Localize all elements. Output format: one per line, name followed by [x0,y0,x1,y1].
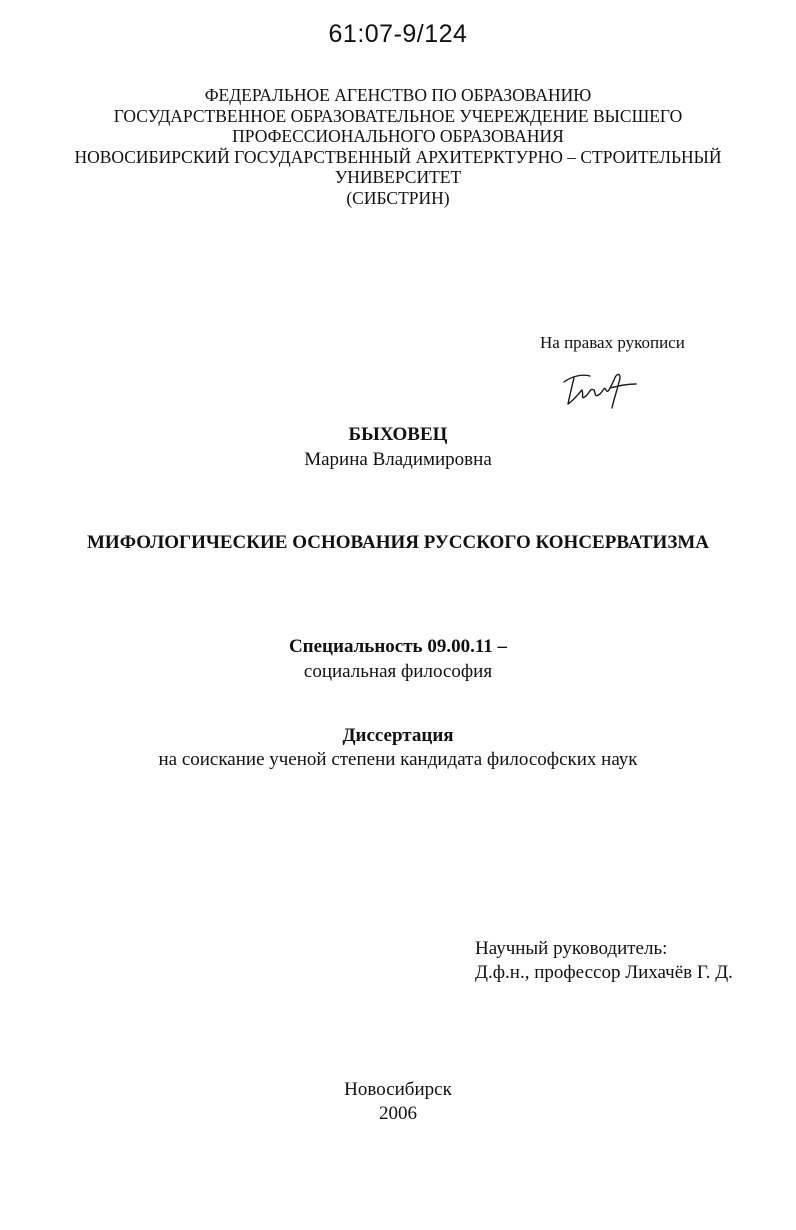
author-surname: БЫХОВЕЦ [348,424,448,445]
institution-line-3: ПРОФЕССИОНАЛЬНОГО ОБРАЗОВАНИЯ [232,126,564,146]
work-type: Диссертация [342,725,454,746]
registry-code: 61:07-9/124 [328,20,468,48]
year: 2006 [379,1103,417,1124]
specialty-label: Специальность 09.00.11 – [288,636,508,657]
institution-line-4: НОВОСИБИРСКИЙ ГОСУДАРСТВЕННЫЙ АРХИТЕРКТУРНО – СТРОИТЕЛЬНЫЙ [74,146,722,167]
institution-line-2: ГОСУДАРСТВЕННОЕ ОБРАЗОВАТЕЛЬНОЕ УЧЕРЕЖДЕНИЕ ВЫСШЕГО [113,105,683,126]
signature-image [560,368,640,410]
institution-line-5: УНИВЕРСИТЕТ [334,167,462,187]
specialty-name: социальная философия [303,661,493,682]
supervisor-label: Научный руководитель: [475,938,668,959]
degree-line: на соискание ученой степени кандидата философских наук [158,749,638,770]
institution-line-1: ФЕДЕРАЛЬНОЕ АГЕНСТВО ПО ОБРАЗОВАНИЮ [204,85,592,105]
city: Новосибирск [344,1079,452,1100]
supervisor-name: Д.ф.н., профессор Лихачёв Г. Д. [475,962,733,983]
dissertation-title: МИФОЛОГИЧЕСКИЕ ОСНОВАНИЯ РУССКОГО КОНСЕРВАТИЗМА [87,532,709,553]
manuscript-note: На правах рукописи [540,333,685,352]
institution-line-6: (СИБСТРИН) [346,187,450,208]
author-name: Марина Владимировна [304,449,492,470]
